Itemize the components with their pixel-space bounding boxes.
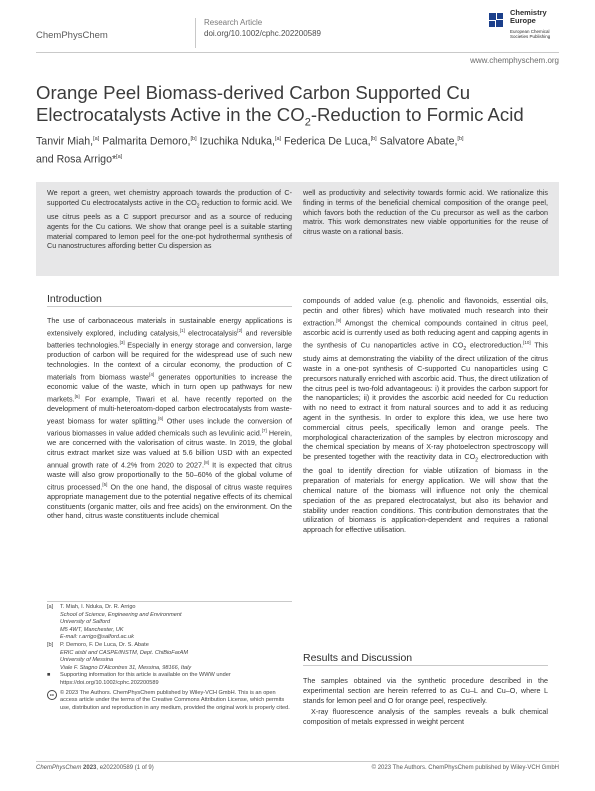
author-affiliation: [b]: [370, 136, 377, 142]
affiliation-line: University of Messina: [60, 657, 114, 664]
author-affiliation: [b]: [190, 136, 197, 142]
footer-page: , e202200589 (1 of 9): [96, 765, 154, 771]
author-name: Palmarita Demoro,: [102, 135, 191, 148]
title-line-2-start: Electrocatalysts Active in the CO: [36, 104, 305, 125]
footer-copyright: © 2023 The Authors. ChemPhysChem published by Wiley-VCH GmbH: [371, 765, 559, 771]
affiliation-line: Viale F. Stagno D'Alcontres 31, Messina, 98166, Italy: [60, 664, 192, 671]
intro-left-column: [47, 316, 292, 521]
logo-text-1: Chemistry: [510, 8, 547, 17]
footer-journal: ChemPhysChem: [36, 765, 82, 771]
affiliation-line: M5 4WT, Manchester, UK: [60, 626, 124, 633]
footer-rule: [36, 761, 559, 762]
intro-text-left: The use of carbonaceous materials in sustainable energy applications is extensively explored, including catalysis,[1] electrocatalysis[2] and reversible batteries technologies.[3] Especially in energy storage and conversion, large production of carbon will be required for the widespread use of such new technologies. In the context of a circular economy, the production of C materials from biomass waste[4] generates opportunities to increase the economic value of the waste, which in turn open up pathways for new markets.[5] For example, Tiwari et al. have recently reported on the development of multi-heteroatom-doped carbon electrocatalysts from waste-yeast biomass for water splitting.[6] Other uses include the conversion of various biomasses in value added chemicals such as levulinic acid.[7] Herein, we are concerned with the valorisation of citrus waste. In 2019, the global citrus extract market size was valued at 5.6 billion USD with an expected annual growth rate of 4.2% from 2020 to 2027.[8] It is expected that citrus waste will also grow proportionally to the 50–60% of the global volume of citrus processed.[5] On the one hand, the disposal of citrus waste requires appropriate management due to the potential negative effects of its chemical constituents (organic matter, oils and free acids) on the environment. On the other hand, citrus waste constituents include chemical: [47, 316, 293, 521]
section-heading-results: Results and Discussion: [303, 652, 413, 664]
journal-name: ChemPhysChem: [36, 30, 108, 41]
footer-year: 2023: [83, 765, 97, 771]
footer-citation: [36, 765, 154, 771]
affiliation-b: [47, 642, 292, 672]
author-affiliation: [b]: [457, 136, 464, 142]
affiliation-line: ERIC aisbl and CASPE/INSTM, Dept. ChiBioFarAM: [60, 649, 189, 656]
author-affiliation: [a]: [274, 136, 282, 142]
license-text: © 2023 The Authors. ChemPhysChem published by Wiley-VCH GmbH. This is an open access article under the terms of the Creative Commons Attribution License, which permits use, distribution and reproduction in any medium, provided the original work is properly cited.: [60, 689, 290, 711]
intro-right-column: [303, 296, 548, 535]
section-rule: [47, 306, 292, 307]
abstract-left: [47, 188, 292, 251]
footnote-rule: [47, 601, 292, 602]
title-line-2: [36, 104, 566, 134]
author-affiliation: [a]: [93, 136, 100, 142]
results-paragraph: The samples obtained via the synthetic procedure described in the experimental section are herein referred to as Cu–L and Cu–O, where L stands for lemon peel and O for orange peel, respectively.: [303, 676, 548, 705]
abstract-text-left: We report a green, wet chemistry approach towards the production of C-supported Cu electrocatalysts active in the $CO_2$ reduction to formic acid. We use citrus peels as a C support precursor and as a source of reducing agents for the Cu cations. We show that orange peel is a suitable starting material compared to lemon peel for the one-pot hydrothermal synthesis of Cu nanostructures affording better Cu dispersion as: [47, 188, 292, 251]
publisher-logo: [486, 8, 576, 48]
doi-link[interactable]: doi.org/10.1002/cphc.202200589: [204, 29, 321, 38]
header-rule: [36, 52, 559, 53]
title-line-2-end: -Reduction to Formic Acid: [310, 104, 524, 125]
section-rule: [303, 665, 548, 666]
title-line-1: Orange Peel Biomass-derived Carbon Supported Cu: [36, 82, 471, 103]
logo-text-3: European Chemical: [510, 29, 550, 34]
author-name: Izuchika Nduka,: [199, 135, 275, 148]
author-name: Salvatore Abate,: [379, 135, 458, 148]
author-line-2: [36, 150, 556, 168]
title-subscript: 2: [304, 116, 311, 129]
affiliation-line: T. Miah, I. Nduka, Dr. R. Arrigo: [60, 604, 136, 610]
author-name: Federica De Luca,: [284, 135, 371, 148]
affiliation-line: School of Science, Engineering and Environment: [60, 611, 182, 618]
section-heading-introduction: Introduction: [47, 293, 102, 305]
abstract-right: [303, 188, 548, 237]
intro-text-right: compounds of added value (e.g. phenolic and flavonoids, essential oils, pectin and other fibres) which have motivated much research into their extraction.[9] Amongst the chemical compounds contained in citrus peel, ascorbic acid is currently used as both reducing agent and capping agents in the synthesis of Cu nanoparticles active in $CO_2$ electroreduction.[10] This study aims at demonstrating the viability of the direct utilization of the citrus waste in a one-pot synthesis of C-supported Cu nanoparticles using C precursors naturally enriched with ascorbic acid. Thus, the direct utilization of the citrus peel is two-fold advantageous: i) it provides the carbon support for the nanoparticles; ii) it provides the ascorbic acid needed for Cu reduction with no need to extract it from natural sources and to add it as reducing agent in the synthesis. In order to explore this idea, we use here two commercial citrus peels, specifically lemon and orange peels. The morphological characterization of the samples by electron microscopy and the chemical speciation by means of X-ray photoelectron spectroscopy will be presented together with the reactivity data in $CO_2$ electroreduction with the goal to identify direction for viable utilization of biomass in the preparation of materials for energy application. We will show that the chemical nature of the biomass will influence not only the chemical speciation of the as prepared electrocatalyst, but also its behavior and stability under reaction conditions. This contribution demonstrates that the utilization of biomass is application-dependent and requires a rational approach for effective utilisation.: [303, 296, 548, 535]
logo-text-2: Europe: [510, 16, 536, 25]
email-link[interactable]: E-mail: r.arrigo@salford.ac.uk: [60, 634, 134, 641]
open-access-icon: cc: [47, 690, 60, 713]
affiliation-tag: [b]: [47, 641, 54, 648]
affiliation-tag: [a]: [47, 604, 54, 610]
author-affiliation: [a]: [116, 154, 123, 161]
supporting-info: [47, 672, 292, 687]
results-paragraph: X-ray fluorescence analysis of the samples reveals a bulk chemical composition of metals expressed in weight percent: [303, 707, 548, 727]
author-name: and Rosa Arrigo*: [36, 153, 117, 166]
article-type: Research Article: [204, 18, 263, 27]
journal-website[interactable]: www.chemphyschem.org: [470, 56, 559, 65]
author-line-1: [36, 132, 556, 150]
author-name: Tanvir Miah,: [36, 135, 94, 148]
author-list: [36, 132, 556, 168]
chemistry-europe-logo-icon: [486, 10, 506, 30]
article-title: [36, 82, 566, 134]
logo-text-4: Societies Publishing: [510, 34, 551, 39]
supporting-info-text[interactable]: Supporting information for this article is available on the WWW under https://doi.org/10.1002/cphc.202200589: [60, 672, 231, 686]
header-separator: [195, 18, 196, 48]
license: [47, 690, 292, 713]
affiliation-a: [47, 604, 292, 642]
abstract-text-right: well as productivity and selectivity towards formic acid. We rationalize this finding in terms of the beneficial chemical composition of the orange peel, which favors both the reduction of the Cu precursor as well as the carbon matrix. This work demonstrates new viable opportunities for the reuse of citrus waste on a rational basis.: [303, 188, 548, 237]
supporting-info-icon: ■: [47, 672, 51, 679]
results-column: [303, 676, 548, 727]
footnotes: [47, 604, 292, 712]
affiliation-line: University of Salford: [60, 619, 111, 626]
affiliation-line: P. Demoro, F. De Luca, Dr. S. Abate: [60, 641, 149, 648]
